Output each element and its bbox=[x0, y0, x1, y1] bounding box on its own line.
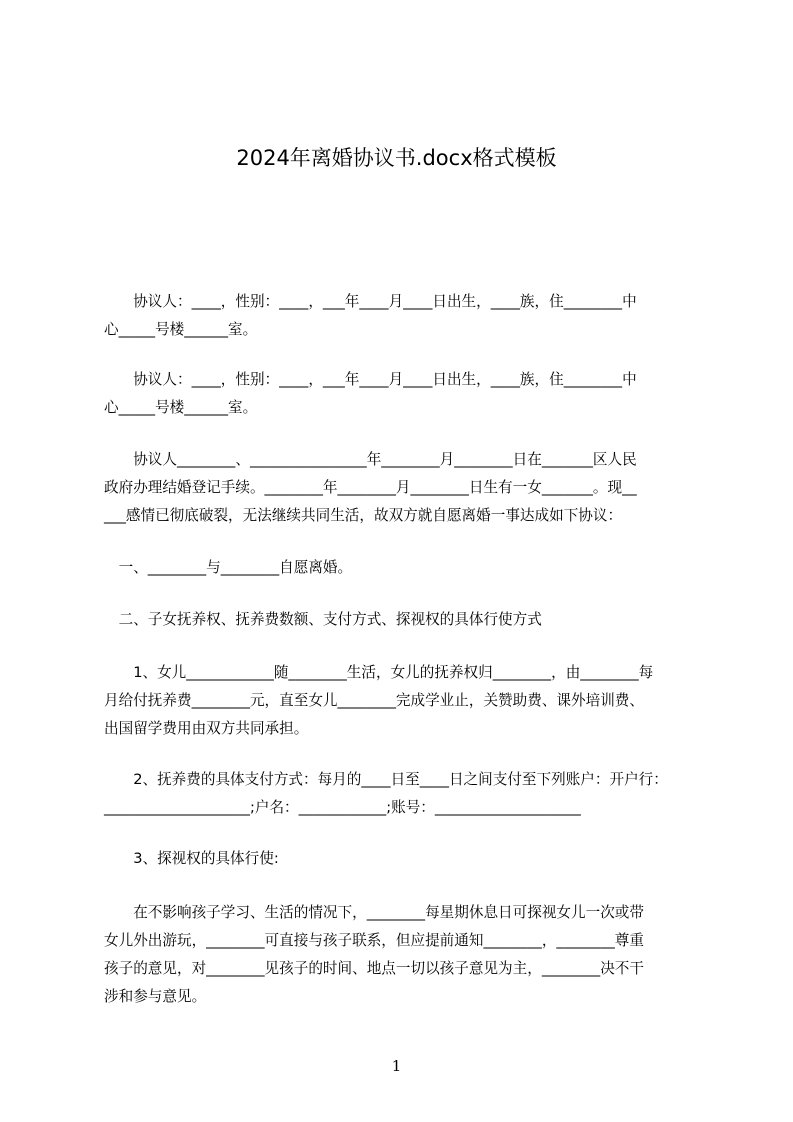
clause-two-item-three bbox=[104, 845, 714, 873]
text-line: 心_____号楼______室。 bbox=[104, 321, 258, 338]
paragraph-party-one bbox=[104, 288, 714, 344]
text-line: 协议人________、________________年________月________日在_______区人民 bbox=[104, 451, 637, 468]
text-line: 二、子女抚养权、抚养费数额、支付方式、探视权的具体行使方式 bbox=[104, 611, 542, 628]
clause-one bbox=[104, 554, 714, 582]
text-line: 在不影响孩子学习、生活的情况下，________每星期休息日可探视女儿一次或带 bbox=[104, 904, 644, 921]
text-line: 政府办理结婚登记手续。________年________月________日生有一女_______。现__ bbox=[104, 479, 637, 496]
text-line: 心_____号楼______室。 bbox=[104, 399, 258, 416]
text-line: 月给付抚养费________元，直至女儿________完成学业止，关赞助费、课外培训费、 bbox=[104, 692, 644, 709]
paragraph-marriage-background bbox=[104, 446, 714, 530]
text-line: 涉和参与意见。 bbox=[104, 988, 207, 1005]
document-title: 2024年离婚协议书.docx格式模板 bbox=[236, 146, 557, 170]
clause-two-item-one bbox=[104, 659, 714, 743]
text-line: 女儿外出游玩，________可直接与孩子联系，但应提前通知________，________尊重 bbox=[104, 932, 644, 949]
paragraph-visitation bbox=[104, 899, 714, 1011]
page-number: 1 bbox=[391, 1057, 402, 1075]
text-line: 协议人：____，性别：____，___年____月____日出生，____族，住________中 bbox=[104, 371, 637, 388]
clause-two-item-two bbox=[104, 766, 714, 822]
text-line: 出国留学费用由双方共同承担。 bbox=[104, 720, 309, 737]
text-line: ____________________;户名：____________;账号：____________________ bbox=[104, 799, 581, 816]
text-line: 孩子的意见，对________见孩子的时间、地点一切以孩子意见为主，________决不干 bbox=[104, 960, 644, 977]
text-line: 1、女儿____________随________生活，女儿的抚养权归________，由________每 bbox=[104, 664, 654, 681]
clause-two-heading bbox=[104, 606, 714, 634]
text-line: ___感情已彻底破裂，无法继续共同生活，故双方就自愿离婚一事达成如下协议： bbox=[104, 507, 623, 524]
text-line: 一、________与________自愿离婚。 bbox=[104, 559, 353, 576]
text-line: 协议人：____，性别：____，___年____月____日出生，____族，住________中 bbox=[104, 293, 637, 310]
paragraph-party-two bbox=[104, 366, 714, 422]
text-line: 2、抚养费的具体支付方式：每月的____日至____日之间支付至下列账户：开户行： bbox=[104, 771, 668, 788]
text-line: 3、探视权的具体行使: bbox=[104, 850, 279, 867]
